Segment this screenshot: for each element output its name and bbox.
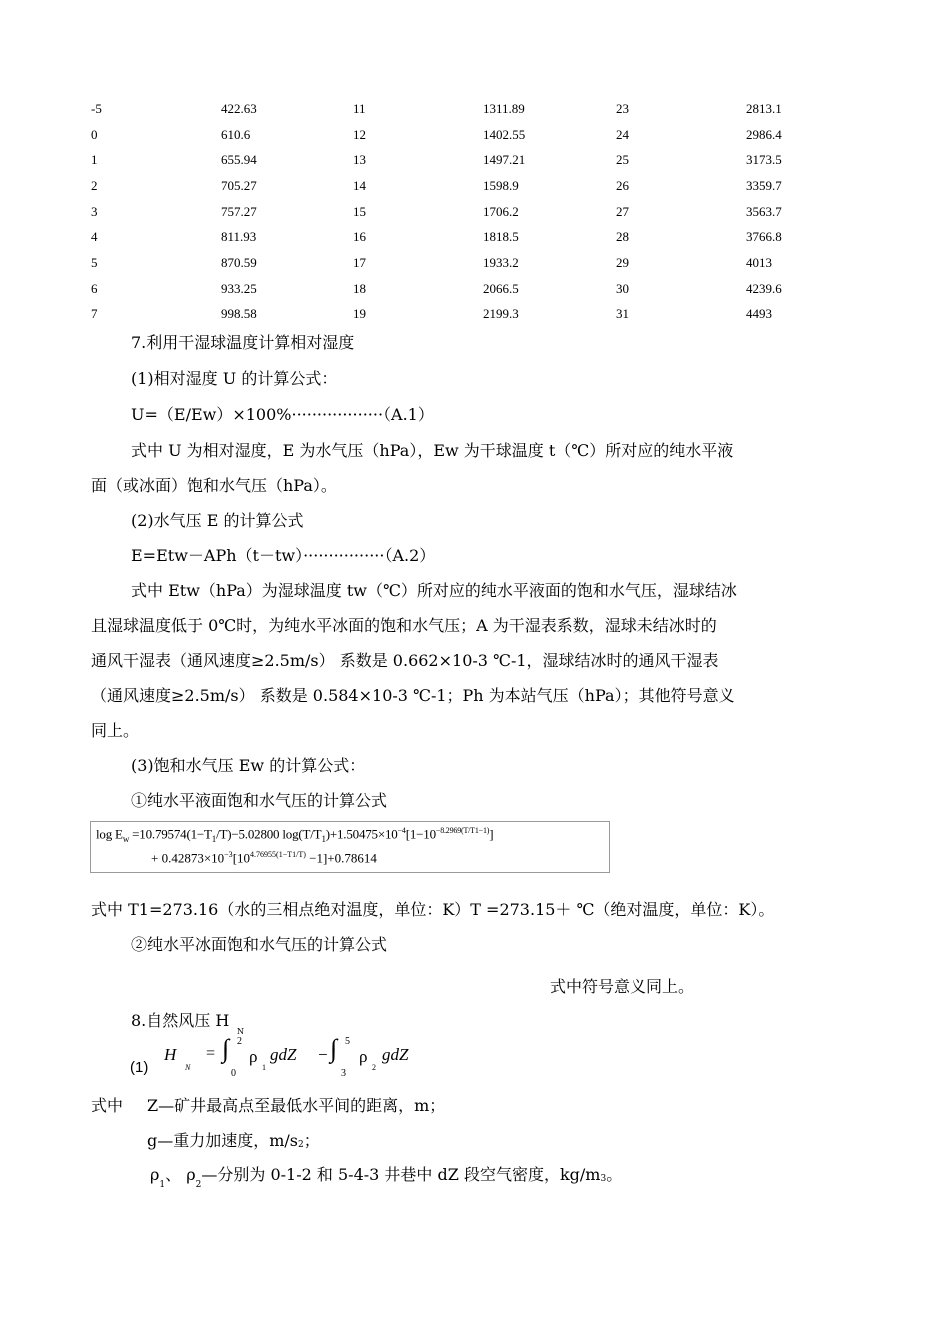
gdz-2: gdZ	[382, 1045, 409, 1064]
natural-wind-pressure-formula	[130, 1030, 430, 1085]
desc-a2-line5: 同上。	[91, 721, 140, 740]
vapor-pressure-cell: 1497.21	[483, 152, 526, 168]
temperature-cell: 13	[353, 152, 366, 168]
gdz-1: gdZ	[270, 1045, 297, 1064]
formula-a1: U=（E/Ew）×100%··················（A.1）	[131, 405, 434, 424]
vapor-pressure-cell: 2066.5	[483, 280, 519, 296]
vapor-pressure-cell: 1706.2	[483, 203, 519, 219]
subheading-saturation-pressure: (3)饱和水气压 Ew 的计算公式：	[131, 756, 366, 775]
integral-2-lower: 3	[341, 1068, 346, 1079]
temperature-cell: 25	[616, 152, 629, 168]
vapor-pressure-cell: 705.27	[221, 177, 257, 193]
item-ice-surface: ②纯水平冰面饱和水气压的计算公式	[131, 935, 388, 954]
temperature-cell: 27	[616, 203, 629, 219]
temperature-cell: 14	[353, 177, 366, 193]
desc-a2-line1: 式中 Etw（hPa）为湿球温度 tw（℃）所对应的纯水平液面的饱和水气压，湿球结冰	[131, 581, 737, 600]
vapor-pressure-cell: 4493	[746, 306, 772, 322]
vapor-pressure-cell: 3766.8	[746, 229, 782, 245]
vapor-pressure-cell: 933.25	[221, 280, 257, 296]
integral-1-lower: 0	[231, 1068, 236, 1079]
vapor-pressure-cell: 1598.9	[483, 177, 519, 193]
vapor-pressure-table-body	[91, 96, 866, 327]
vapor-pressure-cell: 757.27	[221, 203, 257, 219]
log-ew-formula-line2: + $0.42873\times 10^{-3}[10^{4.76955(1-T1/T)} -1]+0.78614$	[151, 850, 377, 866]
vapor-pressure-cell: 4239.6	[746, 280, 782, 296]
subheading-relative-humidity: (1)相对湿度 U 的计算公式：	[131, 369, 338, 388]
temperature-cell: 29	[616, 254, 629, 270]
table-row	[91, 173, 866, 199]
temperature-cell: 16	[353, 229, 366, 245]
temperature-cell: 30	[616, 280, 629, 296]
desc-a2-line4: （通风速度≥2.5m/s） 系数是 0.584×10-3 ℃-1；Ph 为本站气压（hPa）；其他符号意义	[91, 686, 735, 705]
vapor-pressure-cell: 1402.55	[483, 126, 526, 142]
temperature-cell: 0	[91, 126, 98, 142]
table-row	[91, 147, 866, 173]
desc-a2-line3: 通风干湿表（通风速度≥2.5m/s） 系数是 0.662×10-3 ℃-1，湿球结冰时的通风干湿表	[91, 651, 719, 670]
vapor-pressure-cell: 998.58	[221, 306, 257, 322]
rho-1-subscript: 1	[262, 1063, 266, 1072]
vapor-pressure-cell: 610.6	[221, 126, 251, 142]
rho-2-subscript: 2	[372, 1063, 376, 1072]
vapor-pressure-cell: 870.59	[221, 254, 257, 270]
table-row	[91, 122, 866, 148]
desc-symbols-same: 式中符号意义同上。	[550, 977, 695, 996]
vapor-pressure-cell: 4013	[746, 254, 772, 270]
vapor-pressure-cell: 3563.7	[746, 203, 782, 219]
definition-rho: $\rho_1$、 $\rho_2—$分别为 0-1-2 和 5-4-3 井巷中 dZ 段空气密度，kg/m3。	[150, 1165, 623, 1190]
temperature-cell: 28	[616, 229, 629, 245]
minus-sign: −	[318, 1045, 328, 1064]
table-row	[91, 250, 866, 276]
table-row	[91, 224, 866, 250]
integral-2-upper: 5	[345, 1036, 350, 1047]
temperature-cell: 12	[353, 126, 366, 142]
desc-a1-line1: 式中 U 为相对湿度，E 为水气压（hPa），Ew 为干球温度 t（℃）所对应的纯水平液	[131, 441, 734, 460]
temperature-cell: 23	[616, 100, 629, 116]
log-ew-formula-image	[90, 821, 610, 873]
temperature-cell: 15	[353, 203, 366, 219]
vapor-pressure-cell: 811.93	[221, 229, 257, 245]
temperature-cell: 7	[91, 306, 98, 322]
temperature-cell: 17	[353, 254, 366, 270]
rho-2: ρ	[359, 1047, 368, 1066]
temperature-cell: 26	[616, 177, 629, 193]
item-liquid-surface: ①纯水平液面饱和水气压的计算公式	[131, 791, 388, 810]
rho-1: ρ	[249, 1047, 258, 1066]
definition-z: Z—矿井最高点至最低水平间的距离，m；	[147, 1096, 446, 1115]
temperature-cell: 5	[91, 254, 98, 270]
table-row	[91, 276, 866, 302]
hn-subscript: N	[185, 1063, 191, 1072]
vapor-pressure-cell: 2986.4	[746, 126, 782, 142]
table-row	[91, 302, 866, 328]
formula-number: (1)	[130, 1059, 149, 1076]
temperature-cell: 19	[353, 306, 366, 322]
vapor-pressure-cell: 1818.5	[483, 229, 519, 245]
subheading-vapor-pressure: (2)水气压 E 的计算公式	[131, 511, 304, 530]
vapor-pressure-cell: 2813.1	[746, 100, 782, 116]
equals-sign: =	[206, 1045, 216, 1062]
temperature-cell: 2	[91, 177, 98, 193]
definition-prefix: 式中	[91, 1096, 124, 1115]
vapor-pressure-cell: 3173.5	[746, 152, 782, 168]
desc-t1-definition: 式中 T1=273.16（水的三相点绝对温度，单位：K）T =273.15＋ ℃（绝对温度，单位：K）。	[91, 900, 775, 919]
temperature-cell: 31	[616, 306, 629, 322]
desc-a1-line2: 面（或冰面）饱和水气压（hPa）。	[91, 476, 337, 495]
log-ew-formula-line1: $\log E_w =10.79574(1-T_1/T)-5.02800$ $\log(T/T_1)+1.50475\times 10^{-4}[1-10^{-8.2969(T/T1-1)}]$	[96, 826, 494, 844]
vapor-pressure-cell: 3359.7	[746, 177, 782, 193]
integral-1-upper: 2	[237, 1036, 242, 1047]
table-row	[91, 96, 866, 122]
vapor-pressure-cell: 1933.2	[483, 254, 519, 270]
definition-g: g—重力加速度，m/s2；	[147, 1131, 320, 1150]
section-8-heading-subscript: N	[237, 1027, 244, 1036]
temperature-cell: 3	[91, 203, 98, 219]
vapor-pressure-cell: 655.94	[221, 152, 257, 168]
vapor-pressure-cell: 1311.89	[483, 100, 525, 116]
temperature-cell: 6	[91, 280, 98, 296]
integral-sign-2: ∫	[330, 1034, 338, 1063]
desc-a2-line2: 且湿球温度低于 0℃时，为纯水平冰面的饱和水气压；A 为干湿表系数，湿球未结冰时的	[91, 616, 717, 635]
vapor-pressure-table	[91, 96, 866, 327]
temperature-cell: 11	[353, 100, 366, 116]
table-row	[91, 199, 866, 225]
temperature-cell: -5	[91, 100, 102, 116]
section-7-heading: 7.利用干湿球温度计算相对湿度	[131, 333, 355, 352]
section-8-heading: 8.自然风压 H	[131, 1011, 230, 1030]
formula-a2: E=Etw－APh（t－tw）················（A.2）	[131, 546, 436, 565]
temperature-cell: 4	[91, 229, 98, 245]
vapor-pressure-cell: 2199.3	[483, 306, 519, 322]
temperature-cell: 18	[353, 280, 366, 296]
integral-sign-1: ∫	[222, 1034, 230, 1063]
hn-symbol: H	[164, 1045, 177, 1064]
temperature-cell: 1	[91, 152, 98, 168]
temperature-cell: 24	[616, 126, 629, 142]
vapor-pressure-cell: 422.63	[221, 100, 257, 116]
